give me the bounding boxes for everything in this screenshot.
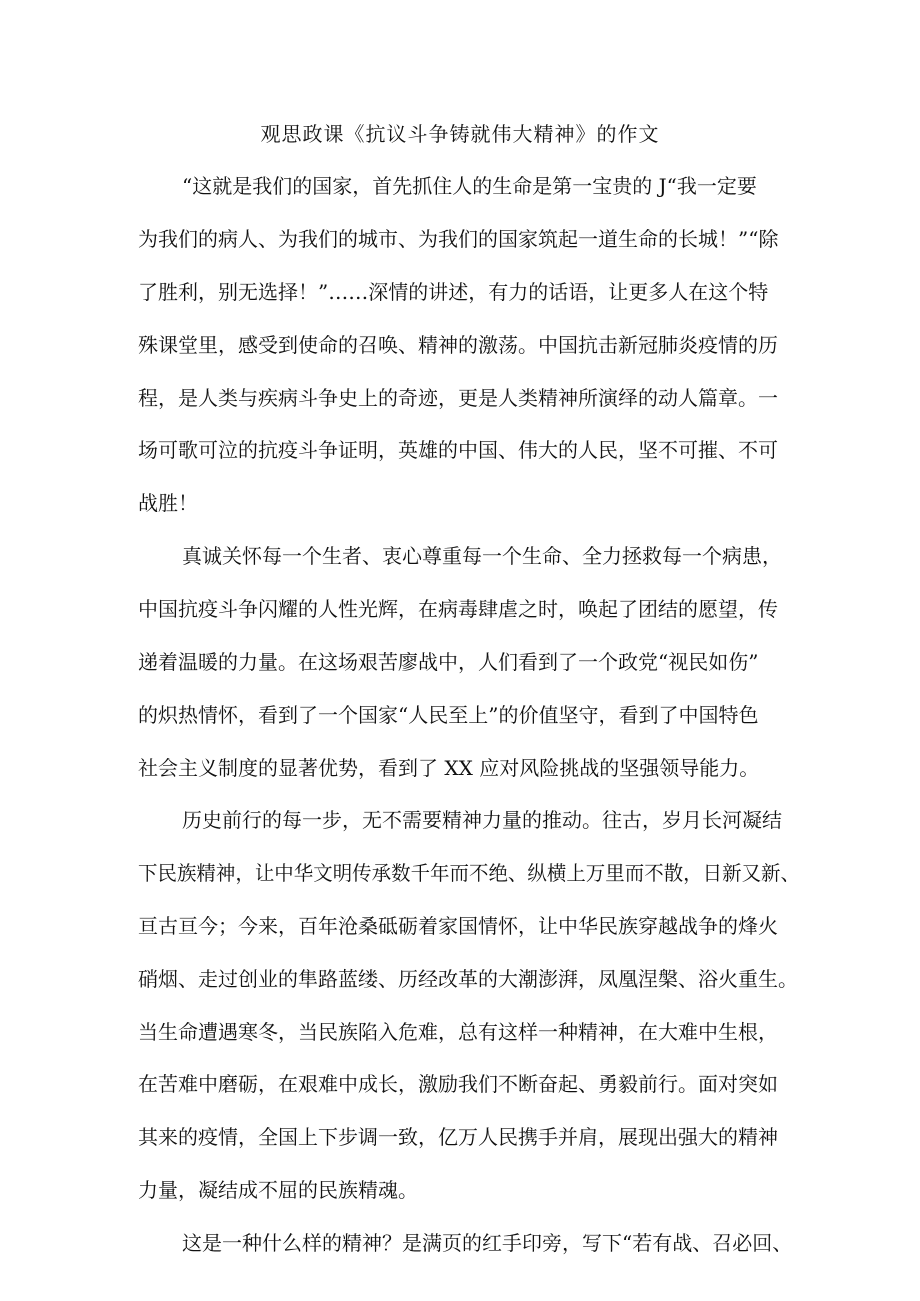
paragraph-line: 在苦难中磨砺，在艰难中成长，激励我们不断奋起、勇毅前行。面对突如 xyxy=(138,1072,778,1096)
document-title: 观思政课《抗议斗争铸就伟大精神》的作文 xyxy=(260,122,660,146)
paragraph-line: 战胜！ xyxy=(138,491,198,515)
paragraph-line: 下民族精神，让中华文明传承数千年而不绝、纵横上万里而不散，日新又新、 xyxy=(138,861,800,885)
paragraph-line: 历史前行的每一步，无不需要精神力量的推动。往古，岁月长河凝结 xyxy=(182,808,782,832)
paragraph-line: 了胜利，别无选择！”……深情的讲述，有力的话语，让更多人在这个特 xyxy=(138,280,769,304)
paragraph-line: 程，是人类与疾病斗争史上的奇迹，更是人类精神所演绎的动人篇章。一 xyxy=(138,386,778,410)
paragraph-line: 中国抗疫斗争闪耀的人性光辉，在病毒肆虐之时，唤起了团结的愿望，传 xyxy=(138,597,778,621)
paragraph-line: 社会主义制度的显著优势，看到了 XX 应对风险挑战的坚强领导能力。 xyxy=(138,756,760,780)
paragraph-line: 场可歌可泣的抗疫斗争证明，英雄的中国、伟大的人民，坚不可摧、不可 xyxy=(138,438,778,462)
paragraph-line: 硝烟、走过创业的隼路蓝缕、历经改革的大潮澎湃，凤凰涅槃、浴火重生。 xyxy=(138,967,798,991)
paragraph-line: “这就是我们的国家，首先抓住人的生命是第一宝贵的 J“我一定要 xyxy=(182,174,757,198)
paragraph-line: 殊课堂里，感受到使命的召唤、精神的激荡。中国抗击新冠肺炎疫情的历 xyxy=(138,333,778,357)
paragraph-line: 递着温暖的力量。在这场艰苦廖战中，人们看到了一个政党“视民如伤” xyxy=(138,650,759,674)
paragraph-line: 真诚关怀每一个生者、衷心尊重每一个生命、全力拯救每一个病患， xyxy=(182,544,782,568)
paragraph-line: 当生命遭遇寒冬，当民族陷入危难，总有这样一种精神，在大难中生根， xyxy=(138,1020,778,1044)
paragraph-line: 力量，凝结成不屈的民族精魂。 xyxy=(138,1178,418,1202)
paragraph-line: 其来的疫情，全国上下步调一致，亿万人民携手并肩，展现出强大的精神 xyxy=(138,1125,778,1149)
paragraph-line: 亘古亘今；今来，百年沧桑砥砺着家国情怀，让中华民族穿越战争的烽火 xyxy=(138,914,778,938)
paragraph-line: 这是一种什么样的精神？是满页的红手印旁，写下“若有战、召必回、 xyxy=(182,1231,793,1255)
paragraph-line: 为我们的病人、为我们的城市、为我们的国家筑起一道生命的长城！”“除 xyxy=(138,227,779,251)
paragraph-line: 的炽热情怀，看到了一个国家“人民至上”的价值坚守，看到了中国特色 xyxy=(138,703,759,727)
